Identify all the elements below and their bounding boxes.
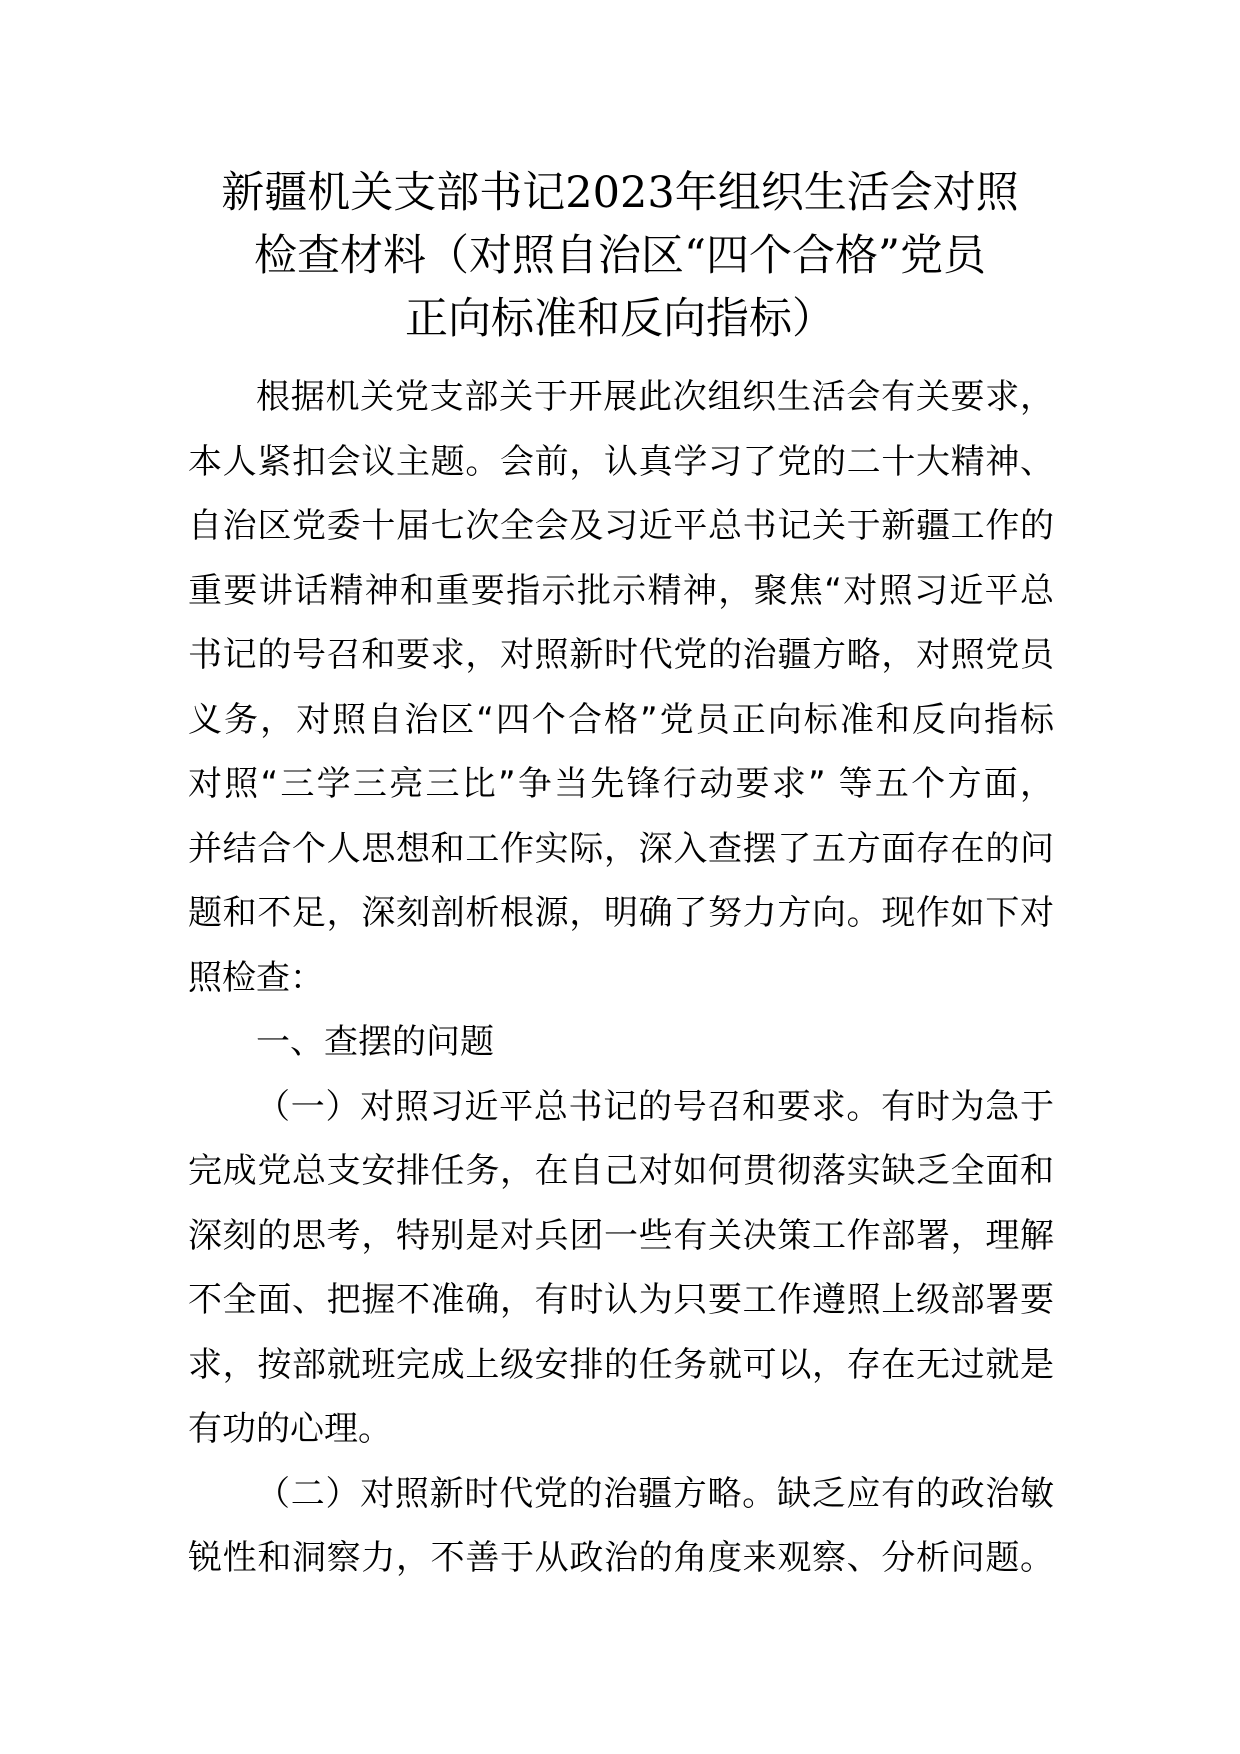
body-line: 重要讲话精神和重要指示批示精神，聚焦“对照习近平总 [188, 570, 1054, 611]
title-line: 正向标准和反向指标） [405, 294, 835, 344]
body-line: 有功的心理。 [188, 1409, 392, 1449]
title-line: 新疆机关支部书记2023年组织生活会对照 [221, 168, 1019, 218]
body-line: 义务，对照自治区“四个合格”党员正向标准和反向指标 [188, 699, 1054, 740]
body-line: 深刻的思考，特别是对兵团一些有关决策工作部署，理解 [188, 1215, 1054, 1256]
body-line: 并结合个人思想和工作实际，深入查摆了五方面存在的问 [188, 828, 1054, 869]
body-line: 书记的号召和要求，对照新时代党的治疆方略，对照党员 [188, 635, 1054, 675]
body-line: 题和不足，深刻剖析根源，明确了努力方向。现作如下对 [188, 893, 1054, 933]
body-line: 不全面、把握不准确，有时认为只要工作遵照上级部署要 [188, 1280, 1054, 1320]
body-line: 求，按部就班完成上级安排的任务就可以，存在无过就是 [188, 1344, 1054, 1385]
body-line: 根据机关党支部关于开展此次组织生活会有关要求， [256, 377, 1054, 417]
body-line: （二）对照新时代党的治疆方略。缺乏应有的政治敏 [256, 1473, 1054, 1514]
body-line: 自治区党委十届七次全会及习近平总书记关于新疆工作的 [188, 506, 1054, 546]
document-body [188, 365, 1054, 1591]
body-line: 对照“三学三亮三比”争当先锋行动要求” 等五个方面， [188, 764, 1054, 804]
body-line: 本人紧扣会议主题。会前，认真学习了党的二十大精神、 [188, 441, 1054, 482]
body-line: 照检查： [188, 957, 324, 998]
body-line: 锐性和洞察力，不善于从政治的角度来观察、分析问题。 [188, 1538, 1054, 1578]
title-line: 检查材料（对照自治区“四个合格”党员 [254, 231, 986, 281]
section-heading: 一、查摆的问题 [256, 1022, 494, 1062]
document-title [170, 162, 1070, 351]
body-line: （一）对照习近平总书记的号召和要求。有时为急于 [256, 1086, 1054, 1127]
body-line: 完成党总支安排任务，在自己对如何贯彻落实缺乏全面和 [188, 1151, 1054, 1191]
